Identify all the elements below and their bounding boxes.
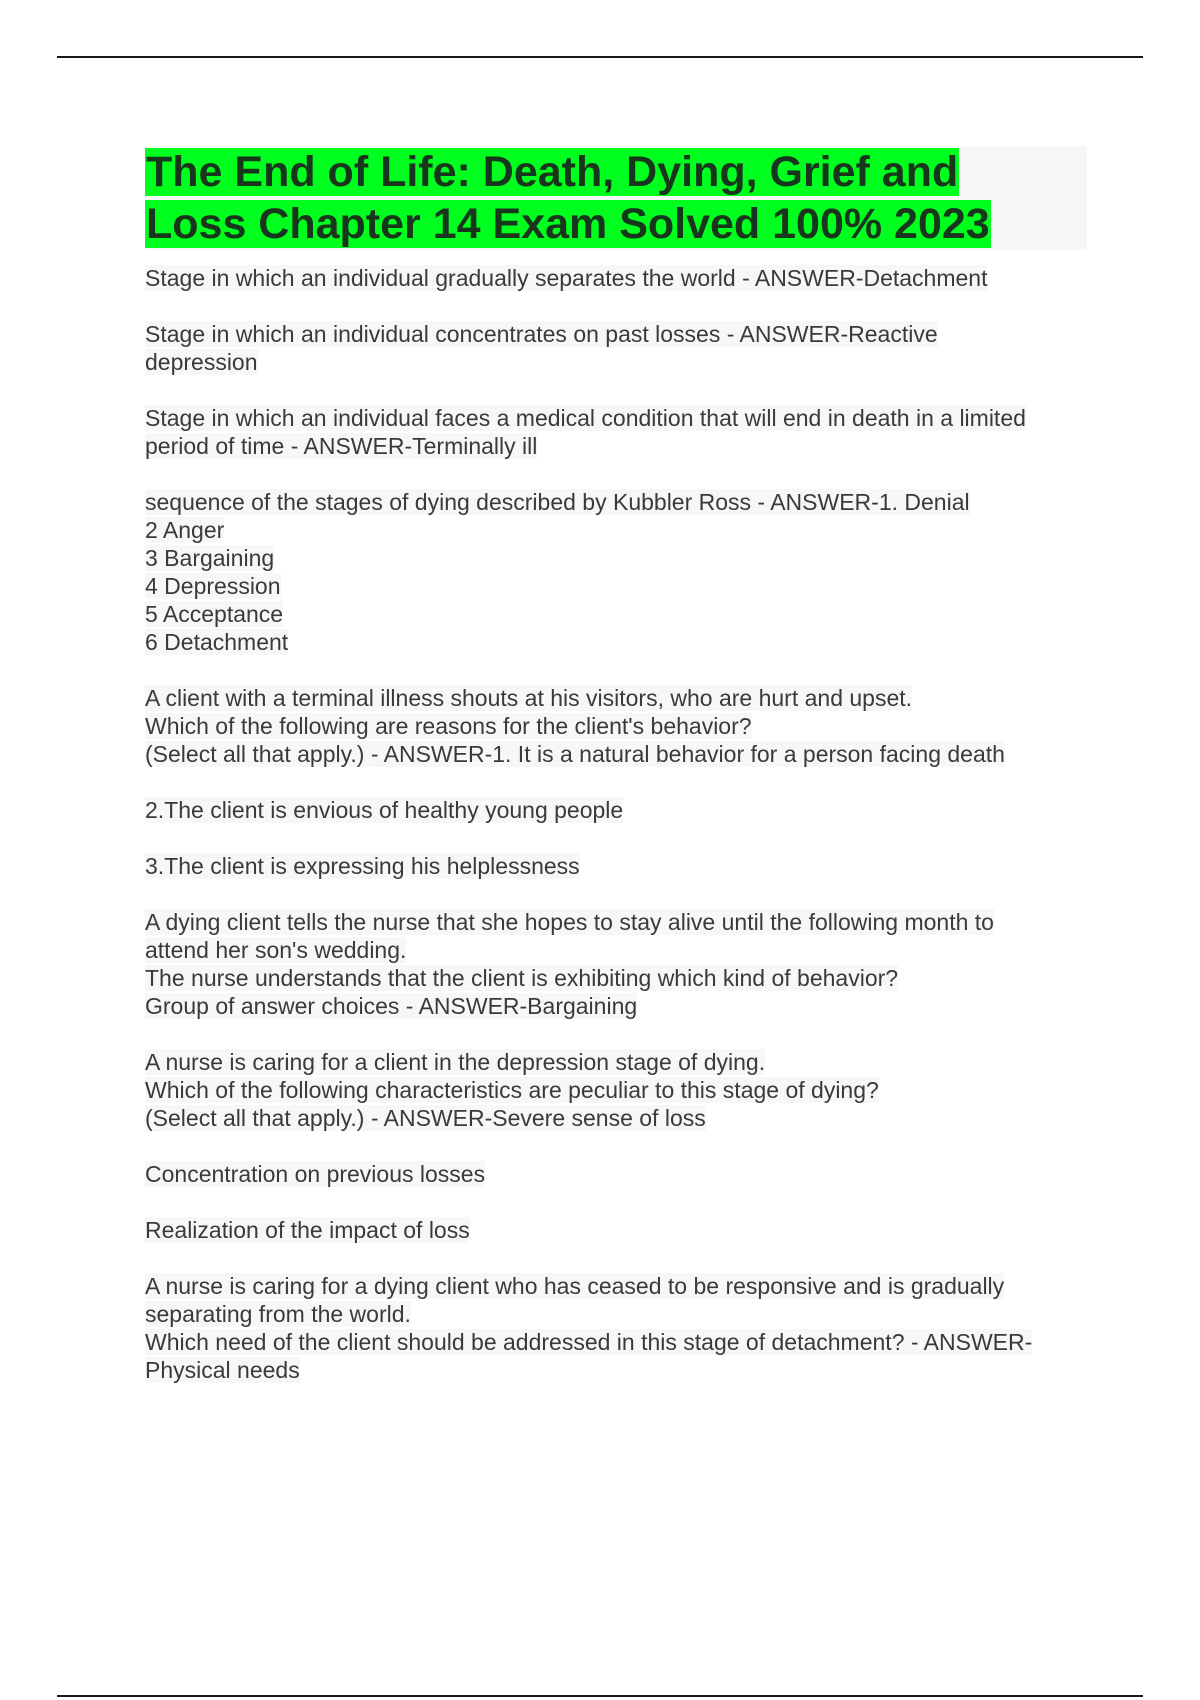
qa-line: A client with a terminal illness shouts at his visitors, who are hurt and upset.: [145, 685, 913, 711]
qa-line: A nurse is caring for a client in the depression stage of dying.: [145, 1049, 766, 1075]
qa-item: [145, 1048, 1087, 1132]
page-title-line-1: The End of Life: Death, Dying, Grief and: [146, 148, 959, 196]
top-rule: [57, 56, 1143, 58]
qa-item: [145, 404, 1087, 460]
qa-item: [145, 1272, 1087, 1384]
qa-line: (Select all that apply.) - ANSWER-1. It is a natural behavior for a person facing death: [145, 741, 1005, 767]
qa-item: [145, 488, 1087, 656]
title-block: [145, 146, 1087, 250]
qa-line: Stage in which an individual faces a medical condition that will end in death in a limited: [145, 405, 1026, 431]
qa-line: 5 Acceptance: [145, 601, 284, 627]
qa-line: Which of the following are reasons for the client's behavior?: [145, 713, 752, 739]
qa-line: 2.The client is envious of healthy young people: [145, 797, 624, 823]
qa-list: [145, 264, 1087, 1384]
qa-line: 3 Bargaining: [145, 545, 275, 571]
qa-line: Which need of the client should be addressed in this stage of detachment? - ANSWER-: [145, 1329, 1033, 1355]
qa-item: [145, 1216, 1087, 1244]
qa-item: [145, 684, 1087, 768]
qa-line: depression: [145, 349, 258, 375]
qa-item: [145, 320, 1087, 376]
qa-line: A dying client tells the nurse that she hopes to stay alive until the following month to: [145, 909, 994, 935]
page-title: [145, 146, 1087, 250]
document-body: [145, 146, 1087, 1412]
qa-line: Physical needs: [145, 1357, 300, 1383]
qa-item: [145, 796, 1087, 824]
qa-item: [145, 852, 1087, 880]
qa-line: Which of the following characteristics are peculiar to this stage of dying?: [145, 1077, 879, 1103]
qa-line: 6 Detachment: [145, 629, 289, 655]
qa-line: separating from the world.: [145, 1301, 411, 1327]
qa-line: 3.The client is expressing his helplessness: [145, 853, 580, 879]
qa-line: The nurse understands that the client is exhibiting which kind of behavior?: [145, 965, 899, 991]
qa-line: Stage in which an individual gradually separates the world - ANSWER-Detachment: [145, 265, 988, 291]
qa-line: Concentration on previous losses: [145, 1161, 486, 1187]
qa-line: Realization of the impact of loss: [145, 1217, 470, 1243]
qa-line: period of time - ANSWER-Terminally ill: [145, 433, 538, 459]
page-title-line-2: Loss Chapter 14 Exam Solved 100% 2023: [146, 200, 990, 248]
qa-line: (Select all that apply.) - ANSWER-Severe sense of loss: [145, 1105, 706, 1131]
qa-line: Stage in which an individual concentrates on past losses - ANSWER-Reactive: [145, 321, 938, 347]
qa-line: 2 Anger: [145, 517, 225, 543]
qa-line: sequence of the stages of dying described by Kubbler Ross - ANSWER-1. Denial: [145, 489, 970, 515]
qa-line: attend her son's wedding.: [145, 937, 407, 963]
qa-line: 4 Depression: [145, 573, 281, 599]
qa-item: [145, 908, 1087, 1020]
qa-line: Group of answer choices - ANSWER-Bargaining: [145, 993, 638, 1019]
qa-item: [145, 1160, 1087, 1188]
qa-line: A nurse is caring for a dying client who has ceased to be responsive and is gradually: [145, 1273, 1005, 1299]
bottom-rule: [57, 1695, 1143, 1697]
qa-item: [145, 264, 1087, 292]
